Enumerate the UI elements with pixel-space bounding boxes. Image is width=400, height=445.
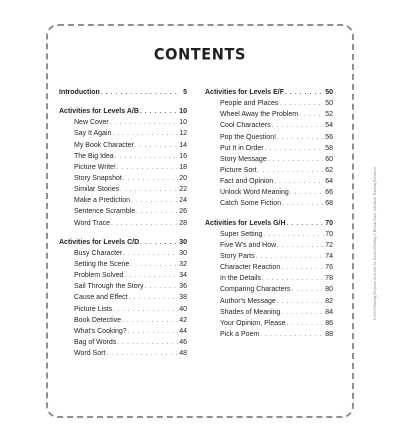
- toc-entry-label: Super Setting: [220, 230, 263, 238]
- toc-entry-page: 30: [179, 238, 187, 246]
- toc-entry-page: 68: [325, 200, 333, 208]
- toc-entry: [59, 140, 187, 151]
- toc-section-heading: [59, 237, 187, 248]
- toc-entry: [59, 173, 187, 184]
- dot-leader: [115, 152, 178, 163]
- toc-entry-label: What's Cooking?: [74, 327, 127, 335]
- dot-leader: [123, 174, 178, 185]
- toc-entry-label: Say It Again: [74, 130, 112, 138]
- toc-entry: [59, 315, 187, 326]
- toc-entry: [205, 262, 333, 273]
- dot-leader: [299, 110, 324, 121]
- toc-entry: [205, 307, 333, 318]
- toc-entry: [205, 154, 333, 165]
- toc-entry-page: 66: [325, 189, 333, 197]
- toc-entry-label: Pop the Question!: [220, 133, 277, 141]
- toc-entry-page: 80: [325, 286, 333, 294]
- toc-entry-label: Similar Stories: [74, 186, 120, 194]
- toc-entry-page: 70: [325, 219, 333, 227]
- dot-leader: [106, 349, 178, 360]
- toc-entry: [205, 198, 333, 209]
- toc-entry-page: 10: [179, 119, 187, 127]
- dot-leader: [145, 282, 178, 293]
- toc-section-heading: [59, 87, 187, 98]
- toc-right-column: [205, 87, 333, 348]
- toc-entry-label: Activities for Levels G/H: [205, 219, 286, 227]
- dot-leader: [281, 308, 324, 319]
- toc-entry-label: Busy Character: [74, 249, 123, 257]
- dot-leader: [131, 196, 178, 207]
- toc-entry: [205, 176, 333, 187]
- toc-entry-page: 28: [179, 219, 187, 227]
- toc-entry: [205, 318, 333, 329]
- toc-entry-page: 70: [325, 230, 333, 238]
- toc-entry-label: Put It in Order: [220, 144, 264, 152]
- dot-leader: [111, 219, 178, 230]
- toc-entry-page: 58: [325, 144, 333, 152]
- toc-entry: [205, 251, 333, 262]
- toc-entry: [205, 296, 333, 307]
- dot-leader: [113, 305, 178, 316]
- toc-entry: [59, 248, 187, 259]
- dot-leader: [117, 338, 178, 349]
- toc-entry-label: Activities for Levels C/D: [59, 238, 140, 246]
- toc-entry-page: 42: [179, 316, 187, 324]
- toc-entry-label: The Big Idea: [74, 152, 114, 160]
- toc-entry-label: Story Message: [220, 155, 267, 163]
- toc-entry-label: Unlock Word Meaning: [220, 189, 289, 197]
- toc-entry-label: Author's Message: [220, 297, 276, 305]
- toc-entry-page: 54: [325, 122, 333, 130]
- dot-leader: [290, 188, 324, 199]
- toc-entry: [59, 270, 187, 281]
- toc-entry-label: Your Opinion, Please: [220, 319, 286, 327]
- toc-entry-page: 14: [179, 141, 187, 149]
- toc-entry-page: 16: [179, 152, 187, 160]
- toc-entry: [205, 132, 333, 143]
- toc-entry-label: Word Trace: [74, 219, 111, 227]
- dot-leader: [287, 319, 324, 330]
- toc-entry-label: Cause and Effect: [74, 294, 128, 302]
- dot-leader: [285, 88, 324, 99]
- toc-entry-label: Problem Solved: [74, 272, 124, 280]
- toc-entry-label: Character Reaction: [220, 264, 281, 272]
- toc-entry-page: 74: [325, 252, 333, 260]
- dot-leader: [123, 249, 178, 260]
- dot-leader: [277, 241, 324, 252]
- toc-entry: [59, 151, 187, 162]
- dot-leader: [117, 163, 178, 174]
- toc-entry-page: 40: [179, 305, 187, 313]
- toc-entry-label: Five W's and How: [220, 241, 277, 249]
- dot-leader: [277, 133, 324, 144]
- toc-entry: [205, 284, 333, 295]
- toc-entry-label: My Book Character: [74, 141, 134, 149]
- toc-entry-page: 10: [179, 108, 187, 116]
- toc-entry-page: 56: [325, 133, 333, 141]
- dot-leader: [277, 297, 324, 308]
- toc-entry-label: Story Snapshot: [74, 174, 122, 182]
- toc-entry-page: 64: [325, 178, 333, 186]
- toc-entry-label: Fact and Opinion: [220, 178, 274, 186]
- toc-section-heading: [59, 106, 187, 117]
- dot-leader: [287, 219, 324, 230]
- dot-leader: [140, 107, 178, 118]
- dot-leader: [122, 316, 178, 327]
- dot-leader: [140, 238, 178, 249]
- toc-entry: [205, 187, 333, 198]
- toc-entry-page: 26: [179, 208, 187, 216]
- toc-entry-label: New Cover: [74, 119, 109, 127]
- toc-entry-label: Sentence Scramble: [74, 208, 136, 216]
- dot-leader: [128, 327, 178, 338]
- toc-entry-label: Picture Sort: [220, 166, 257, 174]
- toc-entry: [59, 128, 187, 139]
- toc-entry: [205, 273, 333, 284]
- toc-entry: [59, 348, 187, 359]
- toc-entry-page: 22: [179, 186, 187, 194]
- toc-entry-label: Story Parts: [220, 252, 255, 260]
- dot-leader: [135, 141, 178, 152]
- toc-entry-label: Book Detective: [74, 316, 122, 324]
- toc-entry-page: 5: [183, 89, 187, 96]
- toc-entry: [59, 292, 187, 303]
- dot-leader: [110, 118, 178, 129]
- toc-entry-page: 62: [325, 166, 333, 174]
- page-title: CONTENTS: [153, 46, 247, 64]
- toc-entry: [205, 229, 333, 240]
- toc-entry-label: Catch Some Fiction: [220, 200, 282, 208]
- toc-entry-label: People and Places: [220, 100, 279, 108]
- toc-entry-page: 78: [325, 275, 333, 283]
- toc-entry-page: 32: [179, 260, 187, 268]
- toc-entry: [59, 259, 187, 270]
- toc-entry-label: Sail Through the Story: [74, 283, 144, 291]
- toc-entry: [205, 329, 333, 340]
- toc-entry-page: 30: [179, 249, 187, 257]
- toc-section: [59, 87, 187, 98]
- toc-entry-page: 86: [325, 319, 333, 327]
- toc-entry-page: 48: [179, 350, 187, 358]
- toc-entry-label: Wheel Away the Problem: [220, 111, 299, 119]
- toc-entry-label: Setting the Scene: [74, 260, 130, 268]
- toc-entry: [59, 117, 187, 128]
- toc-entry-page: 44: [179, 327, 187, 335]
- toc-entry-label: Pick a Poem: [220, 330, 260, 338]
- toc-section-heading: [205, 87, 333, 98]
- toc-entry-label: Make a Prediction: [74, 197, 131, 205]
- toc-entry: [205, 109, 333, 120]
- dot-leader: [265, 144, 324, 155]
- toc-entry-page: 46: [179, 338, 187, 346]
- toc-entry-page: 24: [179, 197, 187, 205]
- dot-leader: [291, 285, 324, 296]
- toc-entry: [59, 326, 187, 337]
- dot-leader: [129, 293, 178, 304]
- dot-leader: [282, 199, 324, 210]
- toc-entry: [205, 165, 333, 176]
- toc-entry-page: 82: [325, 297, 333, 305]
- toc-entry: [205, 143, 333, 154]
- toc-entry: [59, 162, 187, 173]
- toc-section: [205, 218, 333, 341]
- dot-leader: [281, 263, 324, 274]
- toc-entry: [59, 206, 187, 217]
- toc-entry: [59, 337, 187, 348]
- toc-entry-label: Picture Write!: [74, 163, 116, 171]
- toc-entry-label: Activities for Levels E/F: [205, 89, 284, 96]
- toc-entry: [205, 240, 333, 251]
- toc-entry-page: 72: [325, 241, 333, 249]
- dot-leader: [260, 330, 324, 341]
- toc-entry-page: 60: [325, 155, 333, 163]
- toc-entry-page: 50: [325, 100, 333, 108]
- toc-section: [59, 106, 187, 229]
- toc-section-heading: [205, 218, 333, 229]
- toc-entry-page: 76: [325, 264, 333, 272]
- toc-entry-page: 18: [179, 163, 187, 171]
- toc-entry-label: Shades of Meaning: [220, 308, 281, 316]
- toc-entry-label: Comparing Characters: [220, 286, 291, 294]
- toc-section: [205, 87, 333, 210]
- toc-entry: [59, 195, 187, 206]
- toc-entry-label: Bag of Words: [74, 338, 117, 346]
- toc-entry: [59, 184, 187, 195]
- toc-entry-page: 50: [325, 89, 333, 96]
- dot-leader: [101, 88, 178, 99]
- dot-leader: [272, 121, 324, 132]
- toc-entry-page: 88: [325, 330, 333, 338]
- dot-leader: [130, 260, 178, 271]
- toc-entry-label: Cool Characters: [220, 122, 271, 130]
- toc-entry: [205, 98, 333, 109]
- toc-entry-label: Introduction: [59, 89, 100, 96]
- toc-entry-page: 34: [179, 272, 187, 280]
- toc-entry-page: 20: [179, 174, 187, 182]
- toc-entry-label: Picture Lists: [74, 305, 113, 313]
- toc-entry-label: Word Sort: [74, 350, 106, 358]
- dot-leader: [268, 155, 324, 166]
- toc-section: [59, 237, 187, 360]
- toc-left-column: [59, 87, 187, 367]
- toc-entry-page: 84: [325, 308, 333, 316]
- copyright-credit: Leveled Reading Response Activities for Guided Reading © Brenda Gand, Scholastic Teaching Resources: [373, 166, 377, 320]
- toc-entry-page: 36: [179, 283, 187, 291]
- toc-entry: [59, 281, 187, 292]
- toc-entry-page: 12: [179, 130, 187, 138]
- toc-entry: [205, 120, 333, 131]
- toc-entry-page: 38: [179, 294, 187, 302]
- toc-entry-page: 52: [325, 111, 333, 119]
- toc-entry: [59, 218, 187, 229]
- toc-entry-label: In the Details: [220, 275, 261, 283]
- toc-entry-label: Activities for Levels A/B: [59, 108, 139, 116]
- dot-leader: [136, 207, 178, 218]
- toc-entry: [59, 304, 187, 315]
